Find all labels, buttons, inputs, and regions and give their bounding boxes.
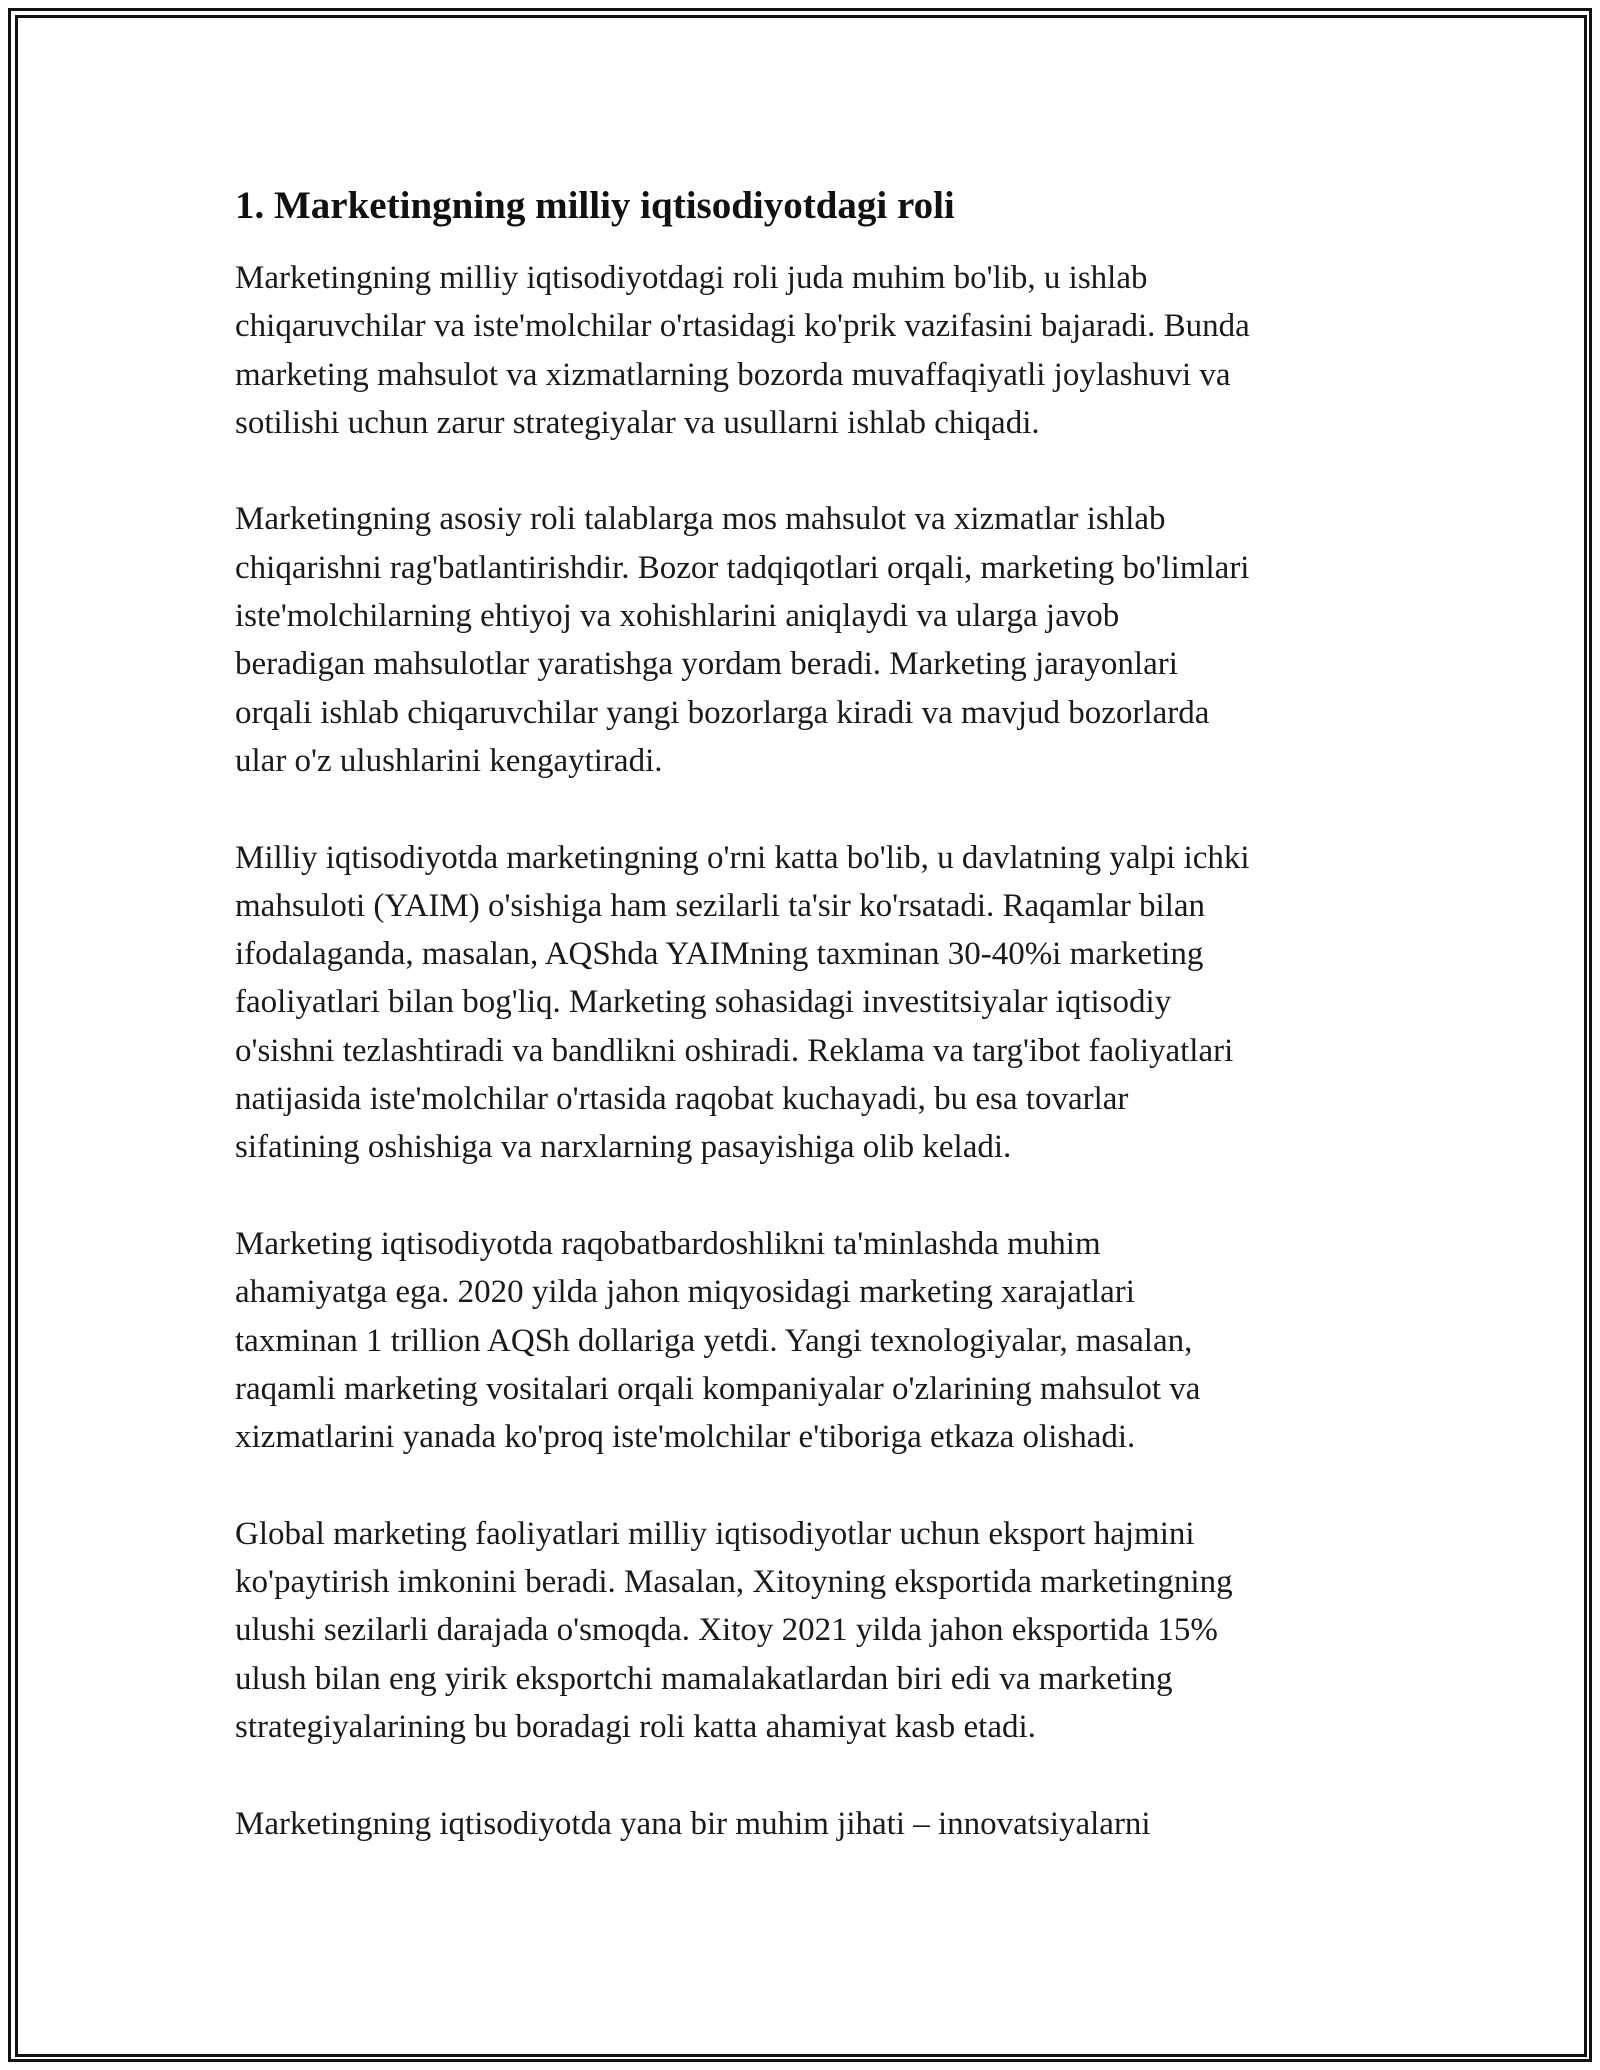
text-line: sifatining oshishiga va narxlarning pasayishiga olib keladi. [235,1129,1012,1166]
text-line: sotilishi uchun zarur strategiyalar va usullarni ishlab chiqadi. [235,404,1040,441]
text-line: mahsuloti (YAIM) o'sishiga ham sezilarli ta'sir ko'rsatadi. Raqamlar bilan [235,887,1206,924]
text-line: marketing mahsulot va xizmatlarning bozorda muvaffaqiyatli joylashuvi va [235,356,1231,393]
text-line: ulush bilan eng yirik eksportchi mamalakatlardan biri edi va marketing [235,1660,1173,1697]
text-line: Marketingning asosiy roli talablarga mos mahsulot va xizmatlar ishlab [235,501,1166,538]
text-line: ulushi sezilarli darajada o'smoqda. Xitoy 2021 yilda jahon eksportida 15% [235,1612,1218,1649]
text-line: chiqarishni rag'batlantirishdir. Bozor tadqiqotlari orqali, marketing bo'limlari [235,549,1250,586]
text-line: chiqaruvchilar va iste'molchilar o'rtasidagi ko'prik vazifasini bajaradi. Bunda [235,308,1250,345]
paragraph-2 [235,495,1375,785]
text-line: Milliy iqtisodiyotda marketingning o'rni katta bo'lib, u davlatning yalpi ichki [235,839,1250,876]
document-body [235,182,1375,1896]
text-line: raqamli marketing vositalari orqali kompaniyalar o'zlarining mahsulot va [235,1370,1201,1407]
text-line: xizmatlarini yanada ko'proq iste'molchilar e'tiboriga etkaza olishadi. [235,1419,1136,1456]
paragraph-5 [235,1510,1375,1751]
text-line: natijasida iste'molchilar o'rtasida raqobat kuchayadi, bu esa tovarlar [235,1081,1129,1118]
text-line: ko'paytirish imkonini beradi. Masalan, Xitoyning eksportida marketingning [235,1564,1233,1601]
text-line: ular o'z ulushlarini kengaytiradi. [235,742,663,779]
text-line: ahamiyatga ega. 2020 yilda jahon miqyosidagi marketing xarajatlari [235,1274,1135,1311]
text-line: iste'molchilarning ehtiyoj va xohishlarini aniqlaydi va ularga javob [235,598,1120,635]
text-line: Global marketing faoliyatlari milliy iqtisodiyotlar uchun eksport hajmini [235,1515,1195,1552]
text-line: strategiyalarining bu boradagi roli katta ahamiyat kasb etadi. [235,1708,1036,1745]
text-line: o'sishni tezlashtiradi va bandlikni oshiradi. Reklama va targ'ibot faoliyatlari [235,1032,1234,1069]
paragraph-4 [235,1220,1375,1461]
text-line: ifodalaganda, masalan, AQShda YAIMning taxminan 30-40%i marketing [235,936,1204,973]
section-heading: 1. Marketingning milliy iqtisodiyotdagi roli [235,184,955,227]
text-line: orqali ishlab chiqaruvchilar yangi bozorlarga kiradi va mavjud bozorlarda [235,694,1210,731]
text-line: Marketingning iqtisodiyotda yana bir muhim jihati – innovatsiyalarni [235,1805,1151,1842]
text-line: taxminan 1 trillion AQSh dollariga yetdi. Yangi texnologiyalar, masalan, [235,1322,1193,1359]
text-line: faoliyatlari bilan bog'liq. Marketing sohasidagi investitsiyalar iqtisodiy [235,984,1172,1021]
paragraph-6 [235,1800,1375,1848]
paragraph-1 [235,254,1375,447]
text-line: Marketing iqtisodiyotda raqobatbardoshlikni ta'minlashda muhim [235,1225,1101,1262]
paragraph-3 [235,834,1375,1172]
text-line: Marketingning milliy iqtisodiyotdagi roli juda muhim bo'lib, u ishlab [235,260,1148,296]
text-line: beradigan mahsulotlar yaratishga yordam beradi. Marketing jarayonlari [235,646,1178,683]
